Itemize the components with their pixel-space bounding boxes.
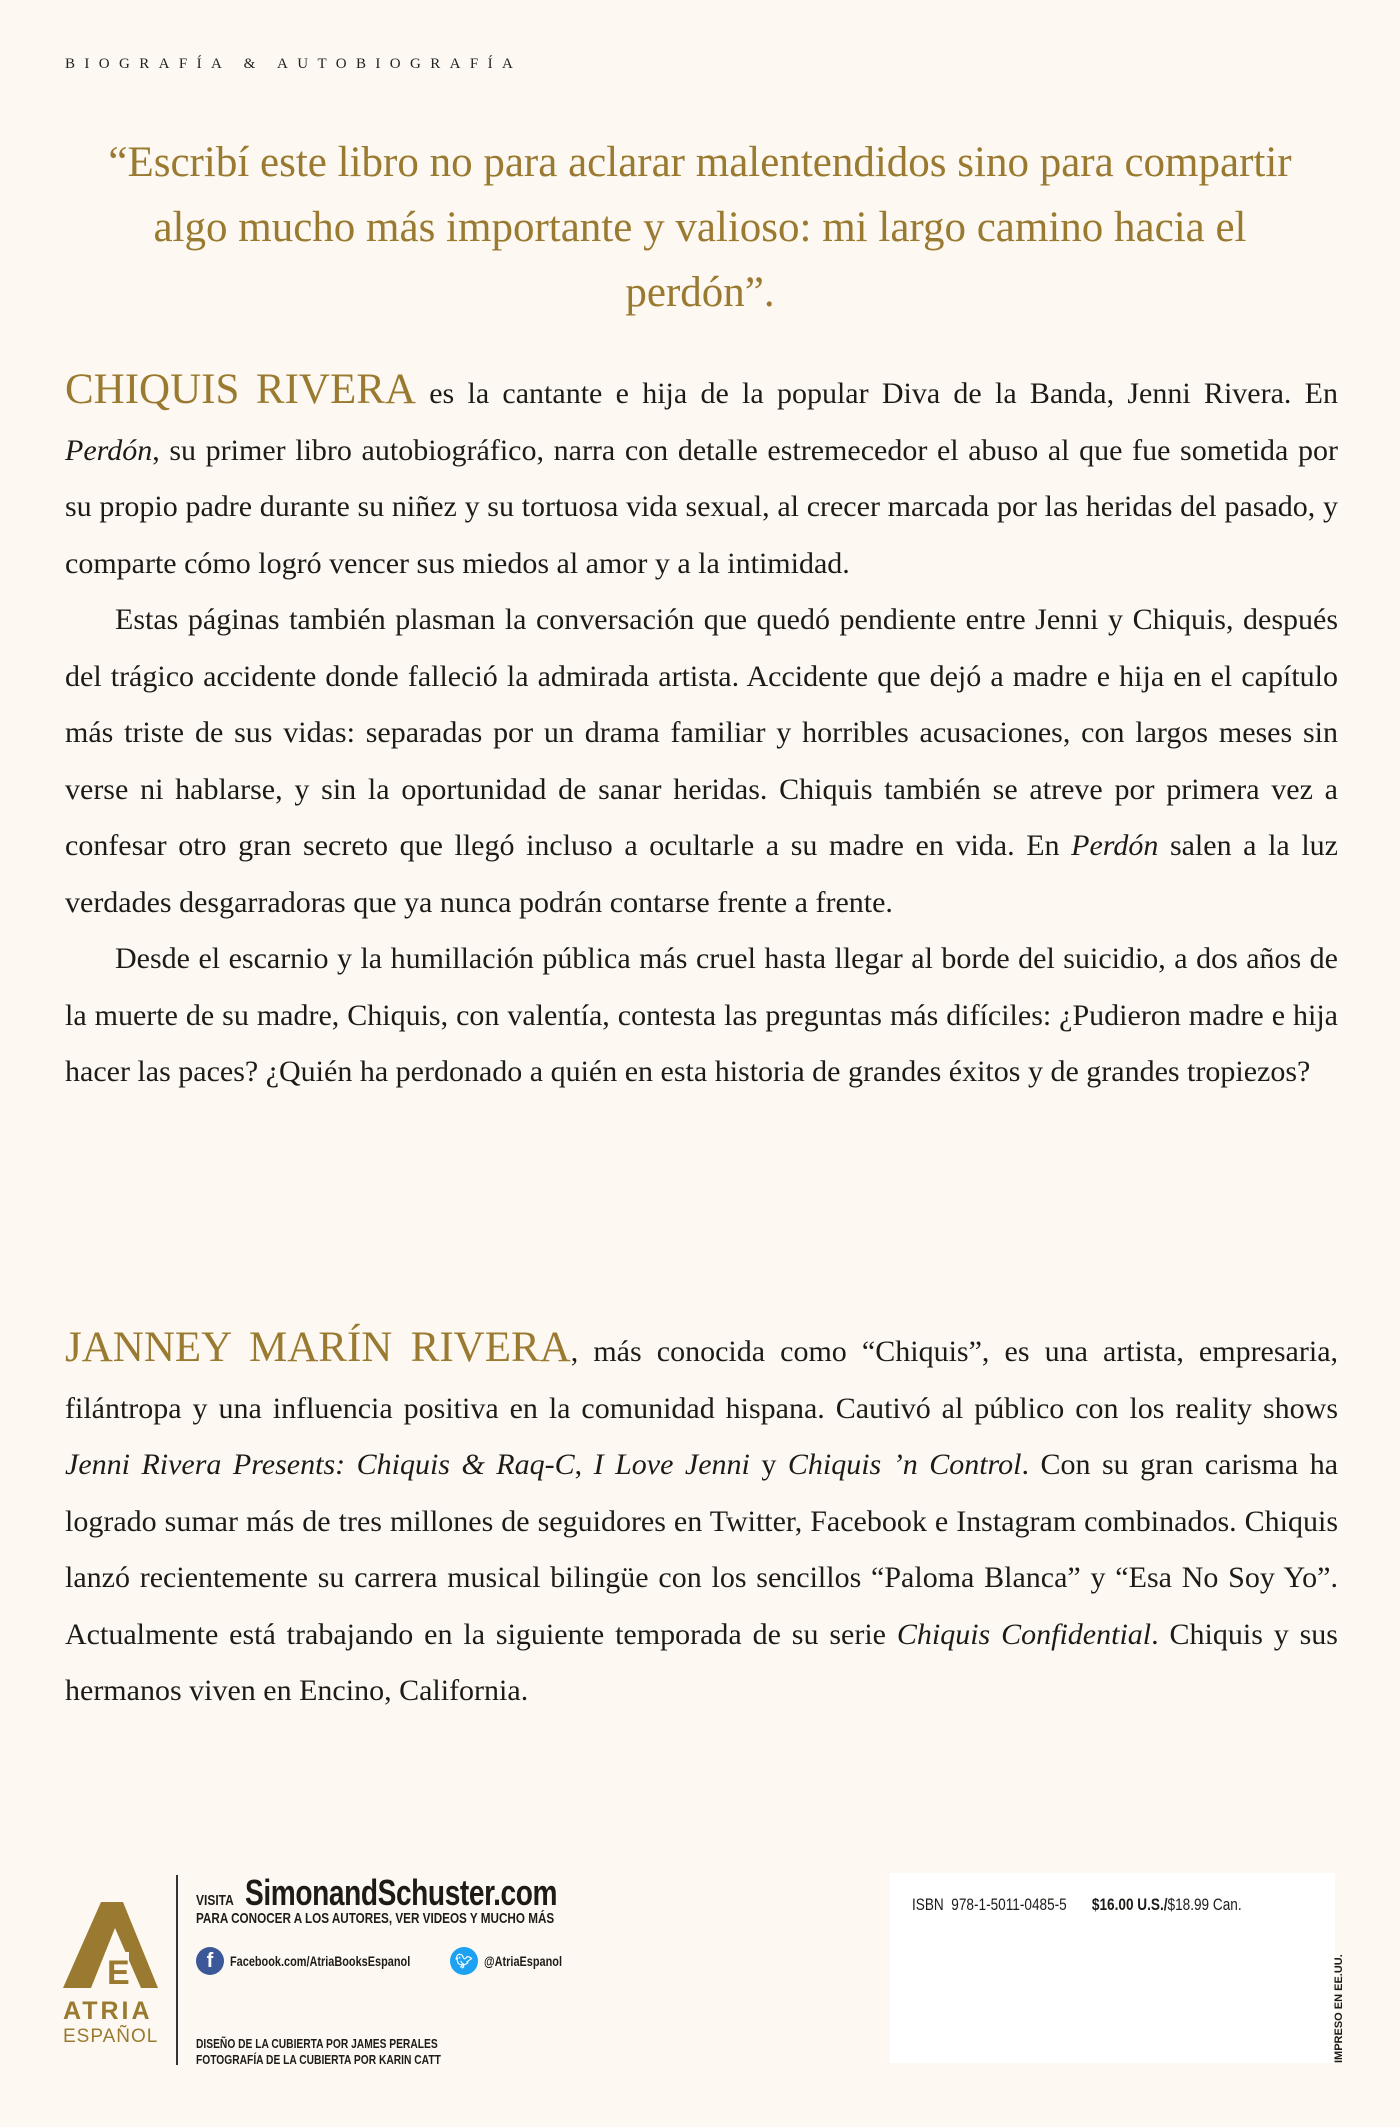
price-us: $16.00 U.S./ xyxy=(1091,1895,1168,1914)
barcode-area xyxy=(890,1873,1335,2063)
atria-a-icon xyxy=(63,1900,158,1990)
text: . Chiquis y sus hermanos viven en Encino, California. xyxy=(65,1617,1338,1707)
show-title: Chiquis Confidential xyxy=(896,1617,1152,1651)
text: . Con su gran carisma ha logrado sumar más de tres millones de seguidores en Twitter, Facebook e Instagram combinados. Chiquis lanzó recientemente su carrera musical bilingüe con los sencillos “Paloma Blanca” y “Esa No Soy Yo”. Actualmente está trabajando en la siguiente temporada de su serie xyxy=(65,1448,1339,1651)
cover-credits xyxy=(196,2036,441,2068)
printed-in-label: IMPRESO EN EE.UU. xyxy=(1333,1954,1345,2063)
book-title: Perdón xyxy=(1071,829,1159,862)
isbn-price xyxy=(912,1895,1242,1915)
text: , xyxy=(574,1448,594,1481)
description-paragraph-1 xyxy=(65,362,1338,592)
author-bio xyxy=(65,1320,1338,1720)
text: es la cantante e hija de la popular Diva de la Banda, Jenni Rivera. En xyxy=(415,377,1338,410)
footer-divider xyxy=(176,1875,178,2065)
price-can: $18.99 Can. xyxy=(1167,1895,1242,1914)
text: salen a la luz verdades desgarradoras que ya nunca podrán contarse frente a frente. xyxy=(65,829,1338,919)
author-name-lead: CHIQUIS RIVERA xyxy=(65,366,416,413)
show-title: I Love Jenni xyxy=(593,1448,750,1481)
logo-subtitle: ESPAÑOL xyxy=(63,2026,159,2047)
website-tagline: PARA CONOCER A LOS AUTORES, VER VIDEOS Y MUCHO MÁS xyxy=(196,1910,555,1927)
description-paragraph-2 xyxy=(65,592,1338,931)
visit-label: VISITA xyxy=(196,1892,234,1909)
design-credit: DISEÑO DE LA CUBIERTA POR JAMES PERALES xyxy=(196,2037,438,2051)
author-full-name: JANNEY MARÍN RIVERA xyxy=(65,1324,571,1371)
twitter-icon: 🐦︎ xyxy=(450,1947,478,1975)
book-title: Perdón xyxy=(65,433,153,467)
facebook-link[interactable]: Facebook.com/AtriaBooksEspanol xyxy=(230,1953,411,1969)
twitter-link[interactable]: @AtriaEspanol xyxy=(484,1953,563,1969)
book-description xyxy=(65,362,1338,1101)
atria-logo xyxy=(63,1900,163,2048)
website-link[interactable]: SimonandSchuster.com xyxy=(245,1872,558,1913)
text: Estas páginas también plasman la conversación que quedó pendiente entre Jenni y Chiquis, después del trágico accidente donde falleció la admirada artista. Accidente que dejó a madre e hija en el capítulo más triste de sus vidas: separadas por un drama familiar y horribles acusaciones, con largos meses sin verse ni hablarse, y sin la oportunidad de sanar heridas. Chiquis también se atreve por primera vez a confesar otro gran secreto que llegó incluso a ocultarle a su madre en vida. En xyxy=(65,603,1338,862)
logo-name: ATRIA xyxy=(63,1997,153,2025)
social-links xyxy=(196,1947,584,1975)
website-promo xyxy=(196,1872,645,1914)
description-paragraph-3: Desde el escarnio y la humillación pública más cruel hasta llegar al borde del suicidio, a dos años de la muerte de su madre, Chiquis, con valentía, contesta las preguntas más difíciles: ¿Pudieron madre e hija hacer las paces? ¿Quién ha perdonado a quién en esta historia de grandes éxitos y de grandes tropiezos? xyxy=(65,942,1338,1088)
bio-paragraph xyxy=(65,1320,1338,1720)
text: , más conocida como “Chiquis”, es una artista, empresaria, filántropa y una influencia positiva en la comunidad hispana. Cautivó al público con los reality shows xyxy=(65,1335,1339,1425)
facebook-icon: f xyxy=(196,1947,224,1975)
category-label: BIOGRAFÍA & AUTOBIOGRAFÍA xyxy=(65,56,523,72)
show-title: Chiquis ’n Control xyxy=(787,1448,1022,1481)
text: y xyxy=(749,1448,788,1481)
text: , su primer libro autobiográfico, narra con detalle estremecedor el abuso al que fue sometida por su propio padre durante su niñez y su tortuosa vida sexual, al crecer marcada por las heridas del pasado, y comparte cómo logró vencer sus miedos al amor y a la intimidad. xyxy=(65,433,1338,580)
photo-credit: FOTOGRAFÍA DE LA CUBIERTA POR KARIN CATT xyxy=(196,2053,441,2067)
pull-quote: “Escribí este libro no para aclarar malentendidos sino para compartir algo mucho más importante y valioso: mi largo camino hacia el perdón”. xyxy=(108,139,1292,316)
isbn-number: ISBN 978-1-5011-0485-5 xyxy=(912,1895,1067,1914)
svg-text:E: E xyxy=(107,1954,130,1990)
show-title: Jenni Rivera Presents: Chiquis & Raq-C xyxy=(65,1448,575,1481)
